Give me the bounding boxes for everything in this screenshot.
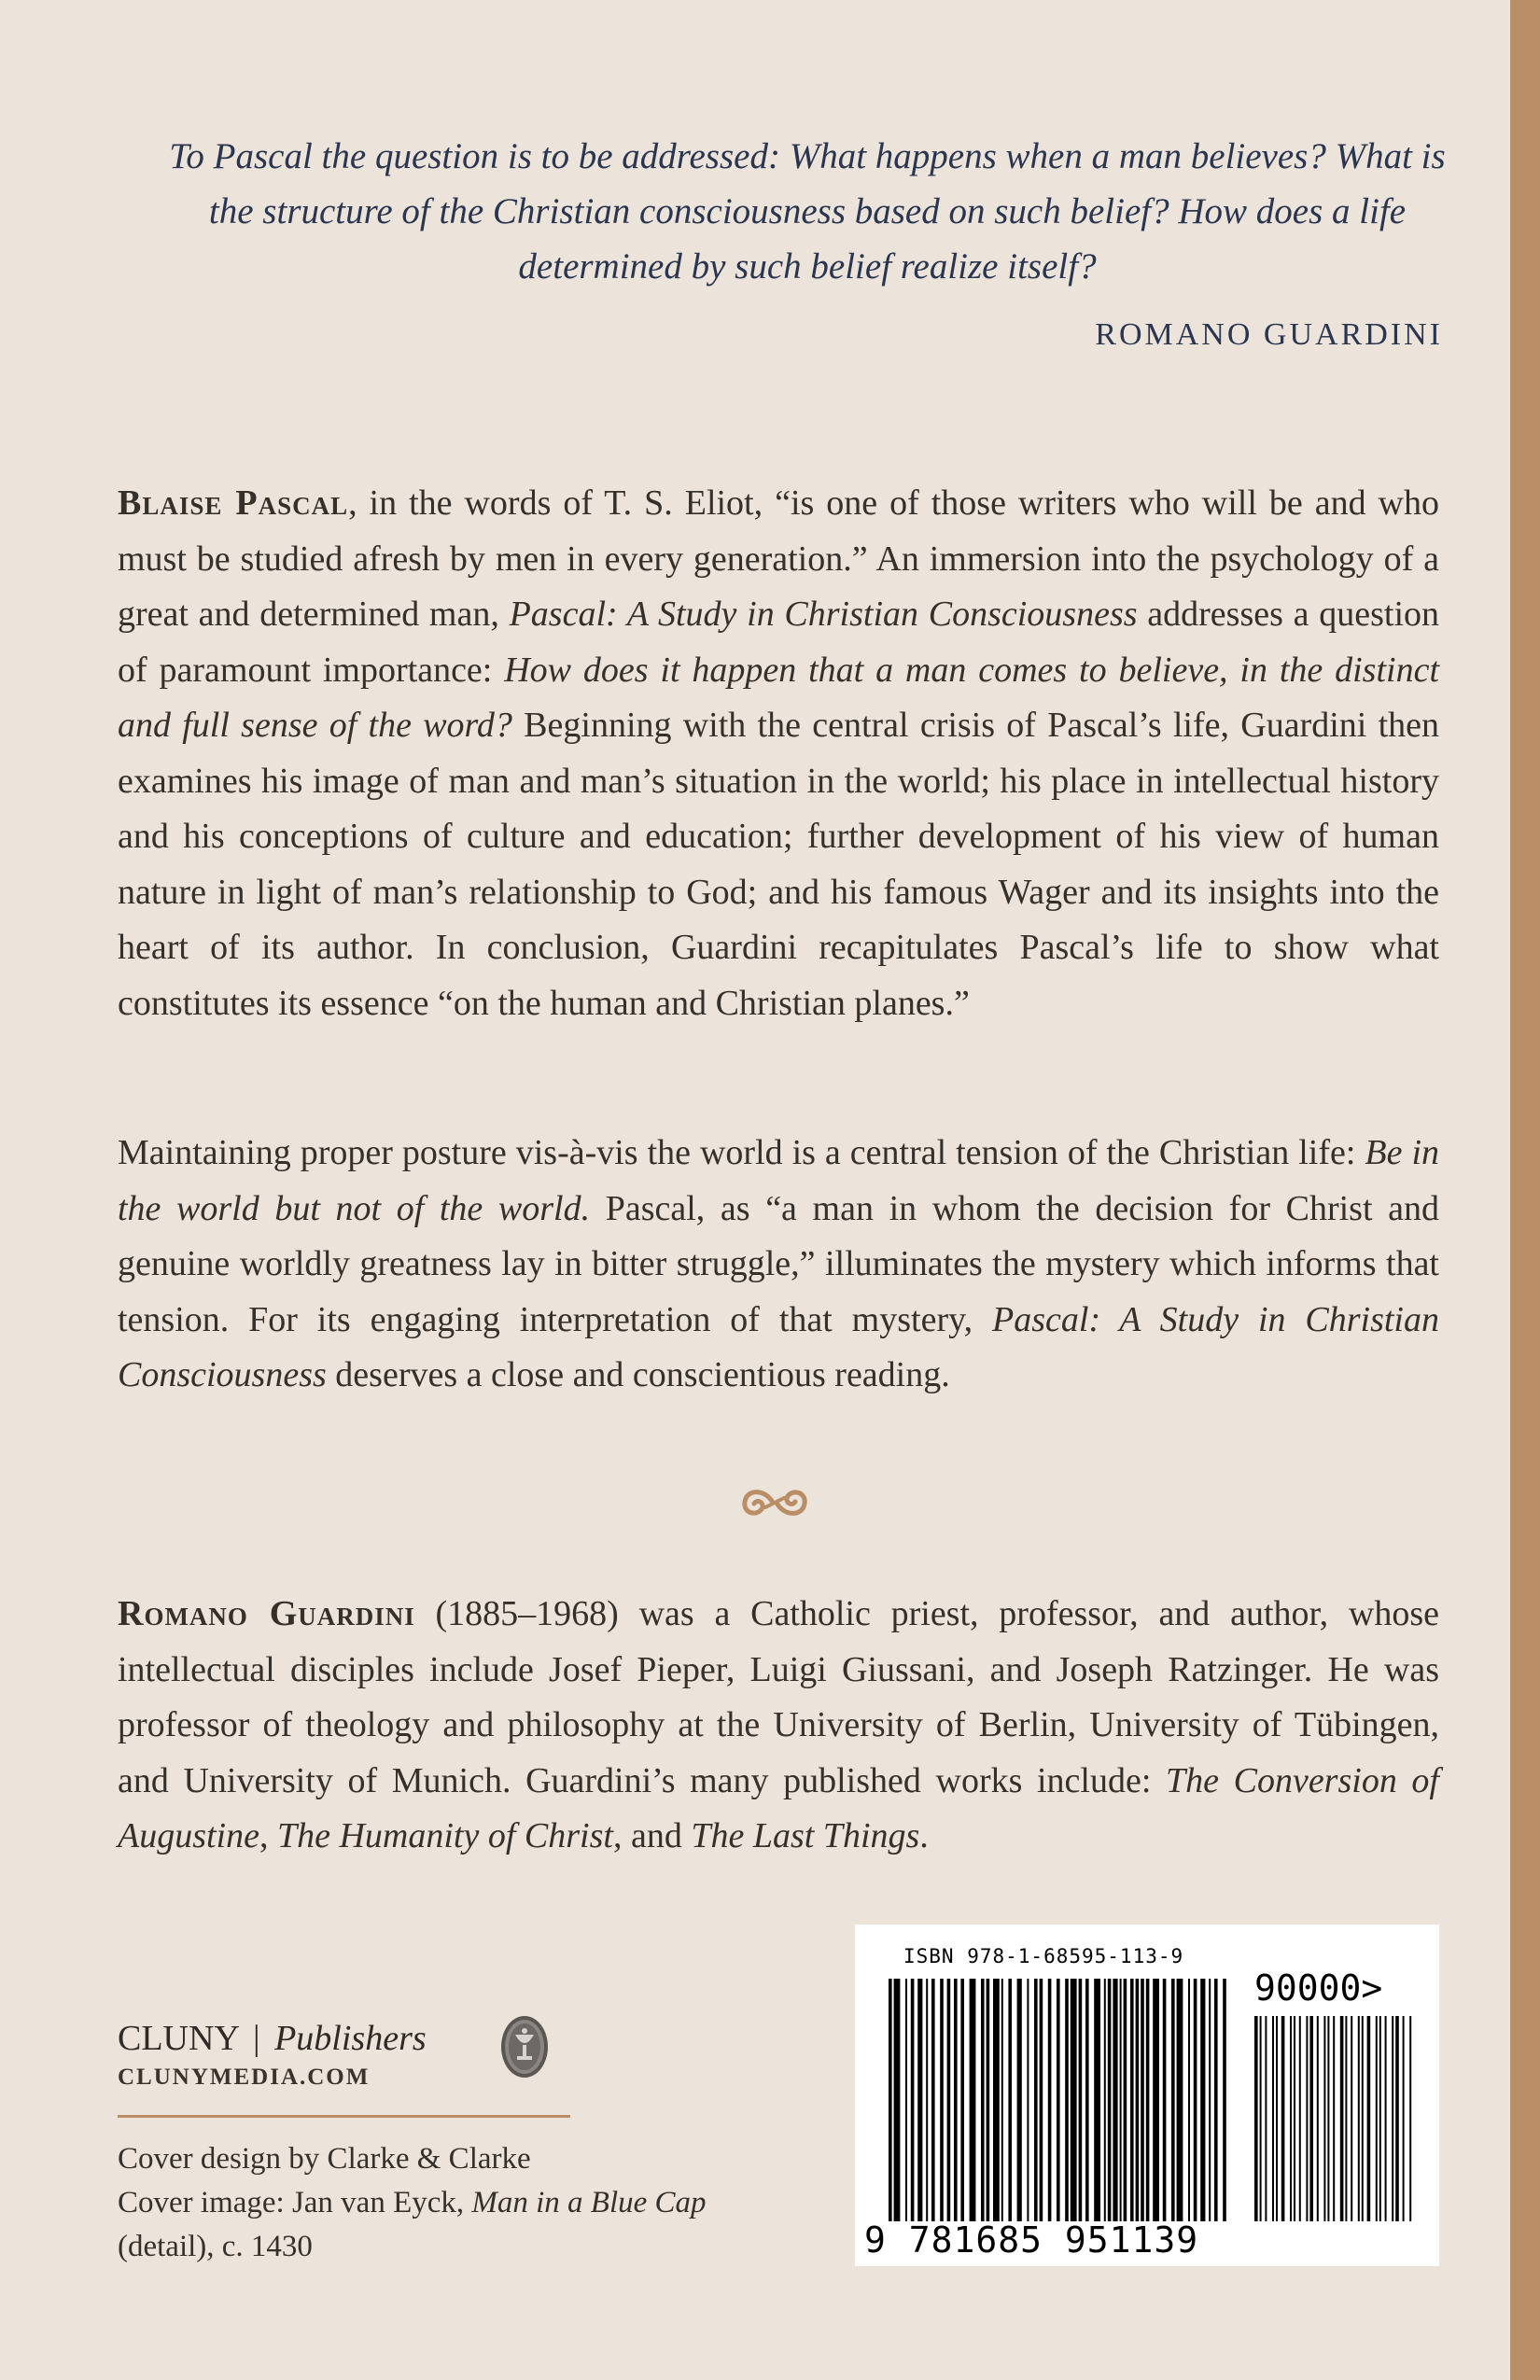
spine-edge <box>1510 0 1540 2380</box>
barcode-bar <box>1146 1979 1150 2221</box>
barcode-bar <box>1113 1979 1117 2221</box>
text-run: (1885–1968) was a Catholic priest, professor, and author, whose intellectual disciples include Josef Pieper, Luigi Giussani, and Joseph Ratzinger. He was professor of theology and philosophy at the University of Berlin, University of Tübingen, and University of Munich. Guardini’s many published works include: <box>118 1594 1439 1800</box>
barcode-bar <box>1299 2016 1301 2221</box>
barcode-bar <box>1265 2016 1267 2221</box>
barcode-bar <box>1223 1979 1226 2221</box>
barcode-bar <box>1001 1979 1003 2221</box>
barcode-bar <box>1317 2016 1319 2221</box>
description-paragraph-1 <box>118 476 1439 1031</box>
barcode-bar <box>1124 1979 1127 2221</box>
barcode-bar <box>1290 2016 1292 2221</box>
fleuron-ornament-icon <box>737 1479 812 1526</box>
barcode-bar <box>1171 1979 1175 2221</box>
barcode-bar <box>1200 1979 1205 2221</box>
barcode-bar <box>1108 1979 1112 2221</box>
barcode-bar <box>1008 1979 1012 2221</box>
barcode-bar <box>931 1979 935 2221</box>
work-title: The Humanity of Christ <box>276 1816 613 1855</box>
barcode-bar <box>1367 2016 1371 2221</box>
barcode-bar <box>1403 2016 1405 2221</box>
isbn-label: ISBN 978-1-68595-113-9 <box>903 1945 1184 1967</box>
barcode-bar <box>987 1979 990 2221</box>
isbn-barcode <box>855 1925 1439 2266</box>
barcode-bar <box>960 1979 964 2221</box>
barcode-bar <box>940 1979 944 2221</box>
publisher-name: CLUNY <box>118 2019 239 2058</box>
barcode-bar <box>1358 2016 1360 2221</box>
chalice-seal-icon <box>499 2014 550 2079</box>
text-run: Pascal, as “a man in whom the decision for Christ and genuine worldly greatness lay in bitter struggle,” illuminates the mystery which informs that tension. For its engaging interpretation of that mystery, <box>118 1188 1439 1339</box>
cover-image-credit <box>118 2181 771 2225</box>
publisher-divider <box>118 2115 570 2118</box>
barcode-bar <box>1130 1979 1134 2221</box>
barcode-bar <box>1254 2016 1258 2221</box>
work-title: The Last Things <box>691 1816 920 1855</box>
painting-title: Man in a Blue Cap <box>471 2186 707 2219</box>
barcode-bar <box>1057 1979 1060 2221</box>
barcode-bar <box>1034 1979 1038 2221</box>
barcode-bar <box>1209 1979 1211 2221</box>
barcode-bar <box>981 1979 985 2221</box>
epigraph-attribution: ROMANO GUARDINI <box>1095 317 1443 352</box>
barcode-bar <box>1395 2016 1399 2221</box>
barcode-bar <box>1392 2016 1393 2221</box>
ean-digits: 9 781685 951139 <box>864 2219 1199 2261</box>
barcode-bar <box>1281 2016 1285 2221</box>
text-run: deserves a close and conscientious reading. <box>326 1355 950 1394</box>
barcode-bar <box>970 1979 976 2221</box>
barcode-bar <box>1294 2016 1295 2221</box>
barcode-bar <box>1340 2016 1344 2221</box>
barcode-bar <box>911 1979 915 2221</box>
barcode-bar <box>1306 2016 1308 2221</box>
barcode-bar <box>1153 1979 1159 2221</box>
work-title: The Conversion of Augustine <box>118 1760 1439 1855</box>
text-run: Beginning with the central crisis of Pascal’s life, Guardini then examines his image of man and man’s situation in the world; his place in intellectual history and his conceptions of culture and education; further development of his view of human nature in light of man’s relationship to God; and his famous Wager and its insights into the heart of its author. In conclusion, Guardini recapitulates Pascal’s life to show what constitutes its essence “on the human and Christian planes.” <box>118 706 1439 1023</box>
lead-name: Blaise Pascal <box>118 483 349 523</box>
barcode-bar <box>1177 1979 1183 2221</box>
cover-credits <box>118 2137 771 2269</box>
barcode-bar <box>1323 2016 1325 2221</box>
barcode-bar <box>1163 1979 1167 2221</box>
barcode-bar <box>1085 1979 1089 2221</box>
description-paragraph-2 <box>118 1126 1439 1404</box>
cover-design-credit: Cover design by Clarke & Clarke <box>118 2142 531 2176</box>
barcode-bar <box>1188 1979 1190 2221</box>
barcode-bar <box>1345 2016 1347 2221</box>
cover-image-detail: (detail), c. 1430 <box>118 2230 313 2263</box>
text-run: , and <box>612 1816 692 1855</box>
barcode-bars <box>855 1925 1439 2266</box>
barcode-bar <box>894 1979 901 2221</box>
motto: Be in the world but not of the world. <box>118 1133 1440 1228</box>
barcode-bar <box>1309 2016 1313 2221</box>
barcode-bar <box>1385 2016 1387 2221</box>
barcode-bar <box>993 1979 1000 2221</box>
barcode-bar <box>1379 2016 1381 2221</box>
barcode-bar <box>1065 1979 1069 2221</box>
book-title: Pascal: A Study in Christian Consciousness <box>118 1299 1439 1394</box>
barcode-bar <box>1327 2016 1329 2221</box>
barcode-bar <box>1409 2016 1411 2221</box>
barcode-bar <box>1136 1979 1140 2221</box>
barcode-bar <box>1071 1979 1077 2221</box>
barcode-bar <box>1120 1979 1122 2221</box>
barcode-bar <box>1048 1979 1052 2221</box>
barcode-bar <box>1079 1979 1083 2221</box>
barcode-bar <box>1104 1979 1106 2221</box>
epigraph-quote: To Pascal the question is to be addressed: What happens when a man believes? What is the structure of the Christian consciousness based on such belief? How does a life determined by such belief realize itself? <box>169 136 1446 287</box>
text-run: , in the words of T. S. Eliot, “is one of those writers who will be and who must be studied afresh by men in every generation.” An immersion into the psychology of a great and determined man, <box>118 483 1439 634</box>
barcode-bar <box>1260 2016 1262 2221</box>
barcode-bar <box>1214 1979 1218 2221</box>
price-addon-label: 90000> <box>1254 1967 1383 2009</box>
author-bio <box>118 1587 1439 1865</box>
barcode-bar <box>1362 2016 1364 2221</box>
barcode-bar <box>889 1979 892 2221</box>
barcode-bar <box>1272 2016 1274 2221</box>
barcode-bar <box>926 1979 928 2221</box>
barcode-bar <box>1017 1979 1022 2221</box>
text-run: . <box>919 1816 929 1855</box>
publisher-separator: | <box>252 2019 260 2058</box>
barcode-bar <box>1141 1979 1144 2221</box>
text-run: , <box>259 1816 277 1855</box>
barcode-bar <box>1276 2016 1278 2221</box>
publisher-tagline: Publishers <box>274 2019 427 2058</box>
barcode-bar <box>1194 1979 1197 2221</box>
barcode-bar <box>954 1979 958 2221</box>
publisher-url: CLUNYMEDIA.COM <box>118 2065 371 2090</box>
central-question: How does it happen that a man comes to believe, in the distinct and full sense of the word? <box>118 650 1440 745</box>
barcode-bar <box>905 1979 907 2221</box>
book-title: Pascal: A Study in Christian Consciousness <box>509 595 1138 634</box>
barcode-bar <box>917 1979 922 2221</box>
barcode-bar <box>1027 1979 1029 2221</box>
barcode-bar <box>1040 1979 1043 2221</box>
barcode-bar <box>1376 2016 1378 2221</box>
author-name: Romano Guardini <box>118 1594 415 1633</box>
text-run: Maintaining proper posture vis-à-vis the world is a central tension of the Christian life: <box>118 1133 1365 1172</box>
text-run: Cover image: Jan van Eyck, <box>118 2186 472 2219</box>
barcode-bar <box>947 1979 951 2221</box>
barcode-bar <box>1094 1979 1100 2221</box>
barcode-bar <box>1351 2016 1352 2221</box>
barcode-bar <box>1333 2016 1335 2221</box>
text-run: addresses a question of paramount importance: <box>118 595 1439 690</box>
